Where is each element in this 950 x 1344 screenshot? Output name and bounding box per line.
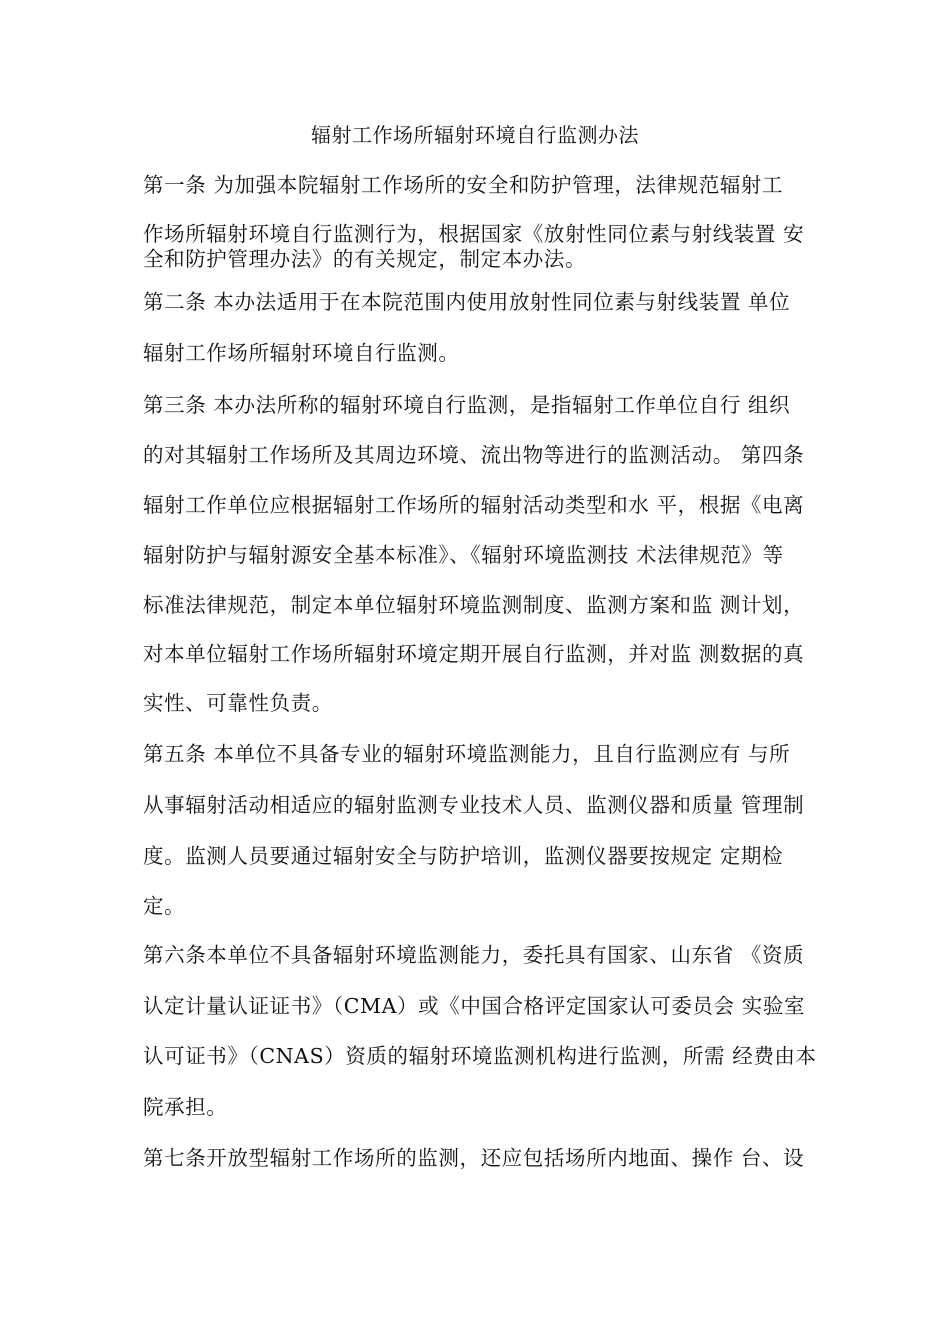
text-line: 第一条 为加强本院辐射工作场所的安全和防护管理，法律规范辐射工 bbox=[143, 173, 784, 197]
text-line: 定。 bbox=[143, 894, 186, 918]
text-line: 第二条 本办法适用于在本院范围内使用放射性同位素与射线装置 单位 bbox=[143, 290, 791, 314]
text-line: 院承担。 bbox=[143, 1095, 228, 1119]
document-title: 辐射工作场所辐射环境自行监测办法 bbox=[311, 123, 639, 147]
text-line: 从事辐射活动相适应的辐射监测专业技术人员、监测仪器和质量 管理制 bbox=[143, 793, 805, 817]
text-line: 第五条 本单位不具备专业的辐射环境监测能力，且自行监测应有 与所 bbox=[143, 742, 791, 766]
text-line: 认可证书》（CNAS）资质的辐射环境监测机构进行监测，所需 经费由本 bbox=[143, 1044, 817, 1068]
text-line: 的对其辐射工作场所及其周边环境、流出物等进行的监测活动。 第四条 bbox=[143, 443, 805, 467]
text-line: 实性、可靠性负责。 bbox=[143, 691, 333, 715]
text-line: 全和防护管理办法》的有关规定，制定本办法。 bbox=[143, 247, 587, 271]
text-line: 第三条 本办法所称的辐射环境自行监测，是指辐射工作单位自行 组织 bbox=[143, 393, 791, 417]
text-line: 第七条开放型辐射工作场所的监测，还应包括场所内地面、操作 台、设 bbox=[143, 1146, 805, 1170]
text-line: 标准法律规范，制定本单位辐射环境监测制度、监测方案和监 测计划， bbox=[143, 593, 805, 617]
text-line: 作场所辐射环境自行监测行为，根据国家《放射性同位素与射线装置 安 bbox=[143, 222, 805, 246]
text-line: 第六条本单位不具备辐射环境监测能力，委托具有国家、山东省 《资质 bbox=[143, 943, 805, 967]
text-line: 度。监测人员要通过辐射安全与防护培训，监测仪器要按规定 定期检 bbox=[143, 844, 784, 868]
text-line: 对本单位辐射工作场所辐射环境定期开展自行监测，并对监 测数据的真 bbox=[143, 642, 805, 666]
text-line: 辐射防护与辐射源安全基本标准》、《辐射环境监测技 术法律规范》等 bbox=[143, 543, 784, 567]
text-line: 辐射工作单位应根据辐射工作场所的辐射活动类型和水 平，根据《电离 bbox=[143, 493, 805, 517]
text-line: 辐射工作场所辐射环境自行监测。 bbox=[143, 341, 460, 365]
text-line: 认定计量认证证书》（CMA）或《中国合格评定国家认可委员会 实验室 bbox=[143, 994, 806, 1018]
